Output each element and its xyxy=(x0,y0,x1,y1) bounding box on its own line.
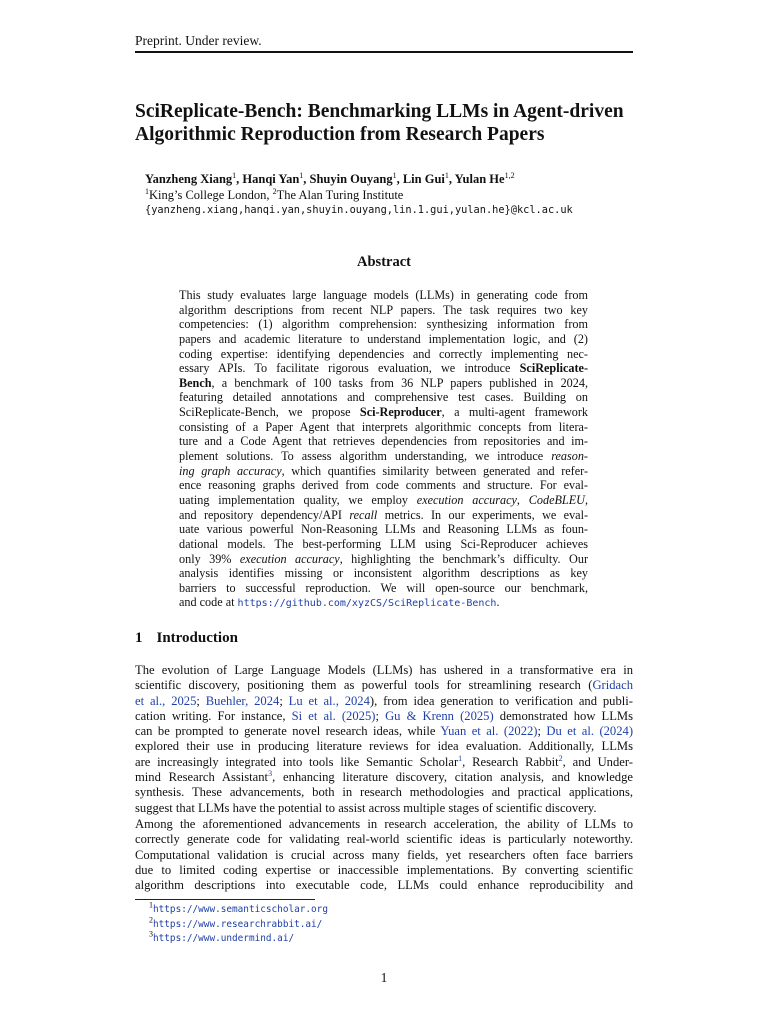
abstract-line: and code at https://github.com/xyzCS/SciReplicate-Bench. xyxy=(179,595,500,610)
abstract-line: uating implementation quality, we employ execution accuracy, CodeBLEU, xyxy=(179,492,589,507)
citation-link[interactable]: (2022) xyxy=(503,724,538,739)
body-line: explored their use in producing literature reviews for idea evaluation. Additionally, LLMs xyxy=(135,739,633,754)
author-list: Yanzheng Xiang$^1$, Hanqi Yan$^1$, Shuyin Ouyang$^1$, Lin Gui$^1$, Yulan He$^{1,2}$ xyxy=(145,170,515,186)
footnote-link[interactable]: https://www.undermind.ai/ xyxy=(153,933,295,944)
citation-link[interactable]: (2024) xyxy=(599,724,634,739)
abstract-line: ture and a Code Agent that retrieves dependencies from repositories and im- xyxy=(179,434,588,449)
header-rule xyxy=(135,51,633,53)
body-line: scientific discovery, positioning them as powerful tools for streamlining research (Gridach xyxy=(135,678,633,693)
body-line: Computational validation is crucial across many fields, yet researchers often face barriers xyxy=(135,847,633,862)
abstract-line: plement solutions. To assess algorithm understanding, we introduce reason- xyxy=(179,449,588,464)
citation-link[interactable]: Du et al. xyxy=(546,724,594,739)
citation-link[interactable]: Gridach xyxy=(592,678,633,693)
footnote-ref[interactable]: 3 xyxy=(268,768,273,778)
author-name: Yanzheng Xiang xyxy=(145,172,233,186)
body-line: synthesis. These advancements, both in research methodologies and practical applications, xyxy=(135,785,633,800)
paper-title xyxy=(135,100,645,146)
github-link[interactable]: https://github.com/xyzCS/SciReplicate-Bench xyxy=(237,598,497,610)
body-line: correctly generate code for validating real-world scientific ideas is particularly noteworthy. xyxy=(135,832,633,847)
author-name: Lin Gui xyxy=(402,172,445,186)
abstract-line: SciReplicate-Bench, we propose Sci-Reproducer, a multi-agent framework xyxy=(179,405,589,420)
affil-mark: 2 xyxy=(272,186,277,196)
footnote-rule xyxy=(135,899,315,900)
body-line: suggest that LLMs have the potential to assist across multiple stages of scientific discovery. xyxy=(135,800,597,815)
footnote: $^1$https://www.semanticscholar.org xyxy=(149,900,328,915)
section-heading xyxy=(135,630,238,647)
footnote: $^2$https://www.researchrabbit.ai/ xyxy=(149,915,323,930)
citation-link[interactable]: (2025) xyxy=(341,708,376,723)
abstract-line: competencies: (1) algorithm comprehension: synthesizing information from xyxy=(179,317,588,332)
section-number: 1 xyxy=(135,630,143,646)
author-affil-mark: 1 xyxy=(392,170,397,180)
abstract-heading: Abstract xyxy=(357,254,411,270)
running-header: Preprint. Under review. xyxy=(135,33,262,48)
abstract-line: ing graph accuracy, which quantifies similarity between generated and refer- xyxy=(179,463,589,478)
footnotes xyxy=(149,900,328,947)
citation-link[interactable]: (2025) xyxy=(460,708,494,723)
body-line: are increasingly integrated into tools like Semantic Scholar$^1$, Research Rabbit$^2$, and Under- xyxy=(135,753,633,769)
page-number: 1 xyxy=(380,970,388,985)
footnote: $^3$https://www.undermind.ai/ xyxy=(149,929,295,944)
abstract-line: barriers to successful reproduction. We will open-source our benchmark, xyxy=(179,580,588,595)
author-affil-mark: 1 xyxy=(299,170,304,180)
abstract-line: only 39% execution accuracy, highlighting the benchmark’s difficulty. Our xyxy=(179,551,588,566)
affiliations xyxy=(145,187,403,203)
citation-link[interactable]: et al., 2025 xyxy=(135,693,197,708)
citation-link[interactable]: Yuan et al. xyxy=(440,724,499,739)
abstract-line: featuring detailed annotations and comprehensive test cases. Building on xyxy=(179,390,588,405)
intro-paragraph-2 xyxy=(135,817,633,893)
section-title: Introduction xyxy=(156,630,238,646)
footnote-link[interactable]: https://www.researchrabbit.ai/ xyxy=(153,918,323,930)
citation-link[interactable]: Lu et al., 2024 xyxy=(288,693,370,708)
abstract-line: uate various powerful Non-Reasoning LLMs and Reasoning LLMs as foun- xyxy=(179,522,588,537)
abstract-line: ence reasoning graphs derived from code comments and structure. For eval- xyxy=(179,478,588,493)
affiliation-1: King’s College London, xyxy=(149,188,273,202)
citation-link[interactable]: Si et al. xyxy=(291,708,336,723)
body-line: can be prompted to generate novel research ideas, while Yuan et al. (2022); Du et al. (2024) xyxy=(135,724,634,739)
abstract-line: and repository dependency/API recall metrics. In our experiments, we eval- xyxy=(179,507,589,522)
abstract-line: Bench, a benchmark of 100 tasks from 36 NLP papers published in 2024, xyxy=(179,375,588,390)
body-line: et al., 2025; Buehler, 2024; Lu et al., 2024), from idea generation to verification and publi- xyxy=(135,693,633,708)
abstract-line: algorithm descriptions from recent NLP papers. The task requires two key xyxy=(179,302,588,317)
body-line: due to limited coding expertise or inaccessible implementations. By converting scientific xyxy=(135,862,633,877)
intro-paragraph-1 xyxy=(135,663,633,816)
body-line: algorithm descriptions into executable code, LLMs could enhance reproducibility and xyxy=(135,878,633,893)
body-line: cation writing. For instance, Si et al. (2025); Gu & Krenn (2025) demonstrated how LLMs xyxy=(135,708,634,723)
author-affil-mark: 1,2 xyxy=(504,170,515,180)
footnote-ref[interactable]: 1 xyxy=(458,753,463,763)
affiliation-2: The Alan Turing Institute xyxy=(276,188,404,202)
citation-link[interactable]: Gu & Krenn xyxy=(385,708,454,723)
author-name: Shuyin Ouyang xyxy=(309,172,393,186)
abstract-line: consisting of a Paper Agent that interprets algorithmic concepts from litera- xyxy=(179,419,588,434)
abstract-line: analysis identifies missing or inconsistent algorithm descriptions as key xyxy=(179,566,588,581)
abstract-body xyxy=(179,288,588,610)
author-affil-mark: 1 xyxy=(444,170,449,180)
title-line-2: Algorithmic Reproduction from Research Papers xyxy=(135,124,545,145)
footnote-ref[interactable]: 2 xyxy=(558,753,563,763)
abstract-line: essary APIs. To facilitate rigorous evaluation, we introduce SciReplicate- xyxy=(179,361,589,376)
author-name: Yulan He xyxy=(454,172,505,186)
author-name: Hanqi Yan xyxy=(242,172,300,186)
citation-link[interactable]: Buehler, 2024 xyxy=(205,693,280,708)
abstract-line: papers and academic literature to understand implementation logic, and (2) xyxy=(179,331,588,346)
body-line: The evolution of Large Language Models (LLMs) has ushered in a transformative era in xyxy=(135,663,633,677)
author-emails: {yanzheng.xiang,hanqi.yan,shuyin.ouyang,lin.1.gui,yulan.he}@kcl.ac.uk xyxy=(145,204,573,216)
abstract-line: coding expertise: identifying dependencies and correctly implementing nec- xyxy=(179,346,588,361)
title-line-1: SciReplicate-Bench: Benchmarking LLMs in Agent-driven xyxy=(135,101,624,122)
affil-mark: 1 xyxy=(145,186,149,196)
author-affil-mark: 1 xyxy=(232,170,237,180)
footnote-link[interactable]: https://www.semanticscholar.org xyxy=(153,904,328,915)
abstract-line: This study evaluates large language models (LLMs) in generating code from xyxy=(179,288,588,302)
abstract-line: dational models. The best-performing LLM using Sci-Reproducer achieves xyxy=(179,536,588,551)
body-line: mind Research Assistant$^3$, enhancing literature discovery, citation analysis, and knowledge xyxy=(135,768,633,785)
body-line: Among the aforementioned advancements in research acceleration, the ability of LLMs to xyxy=(135,817,633,831)
